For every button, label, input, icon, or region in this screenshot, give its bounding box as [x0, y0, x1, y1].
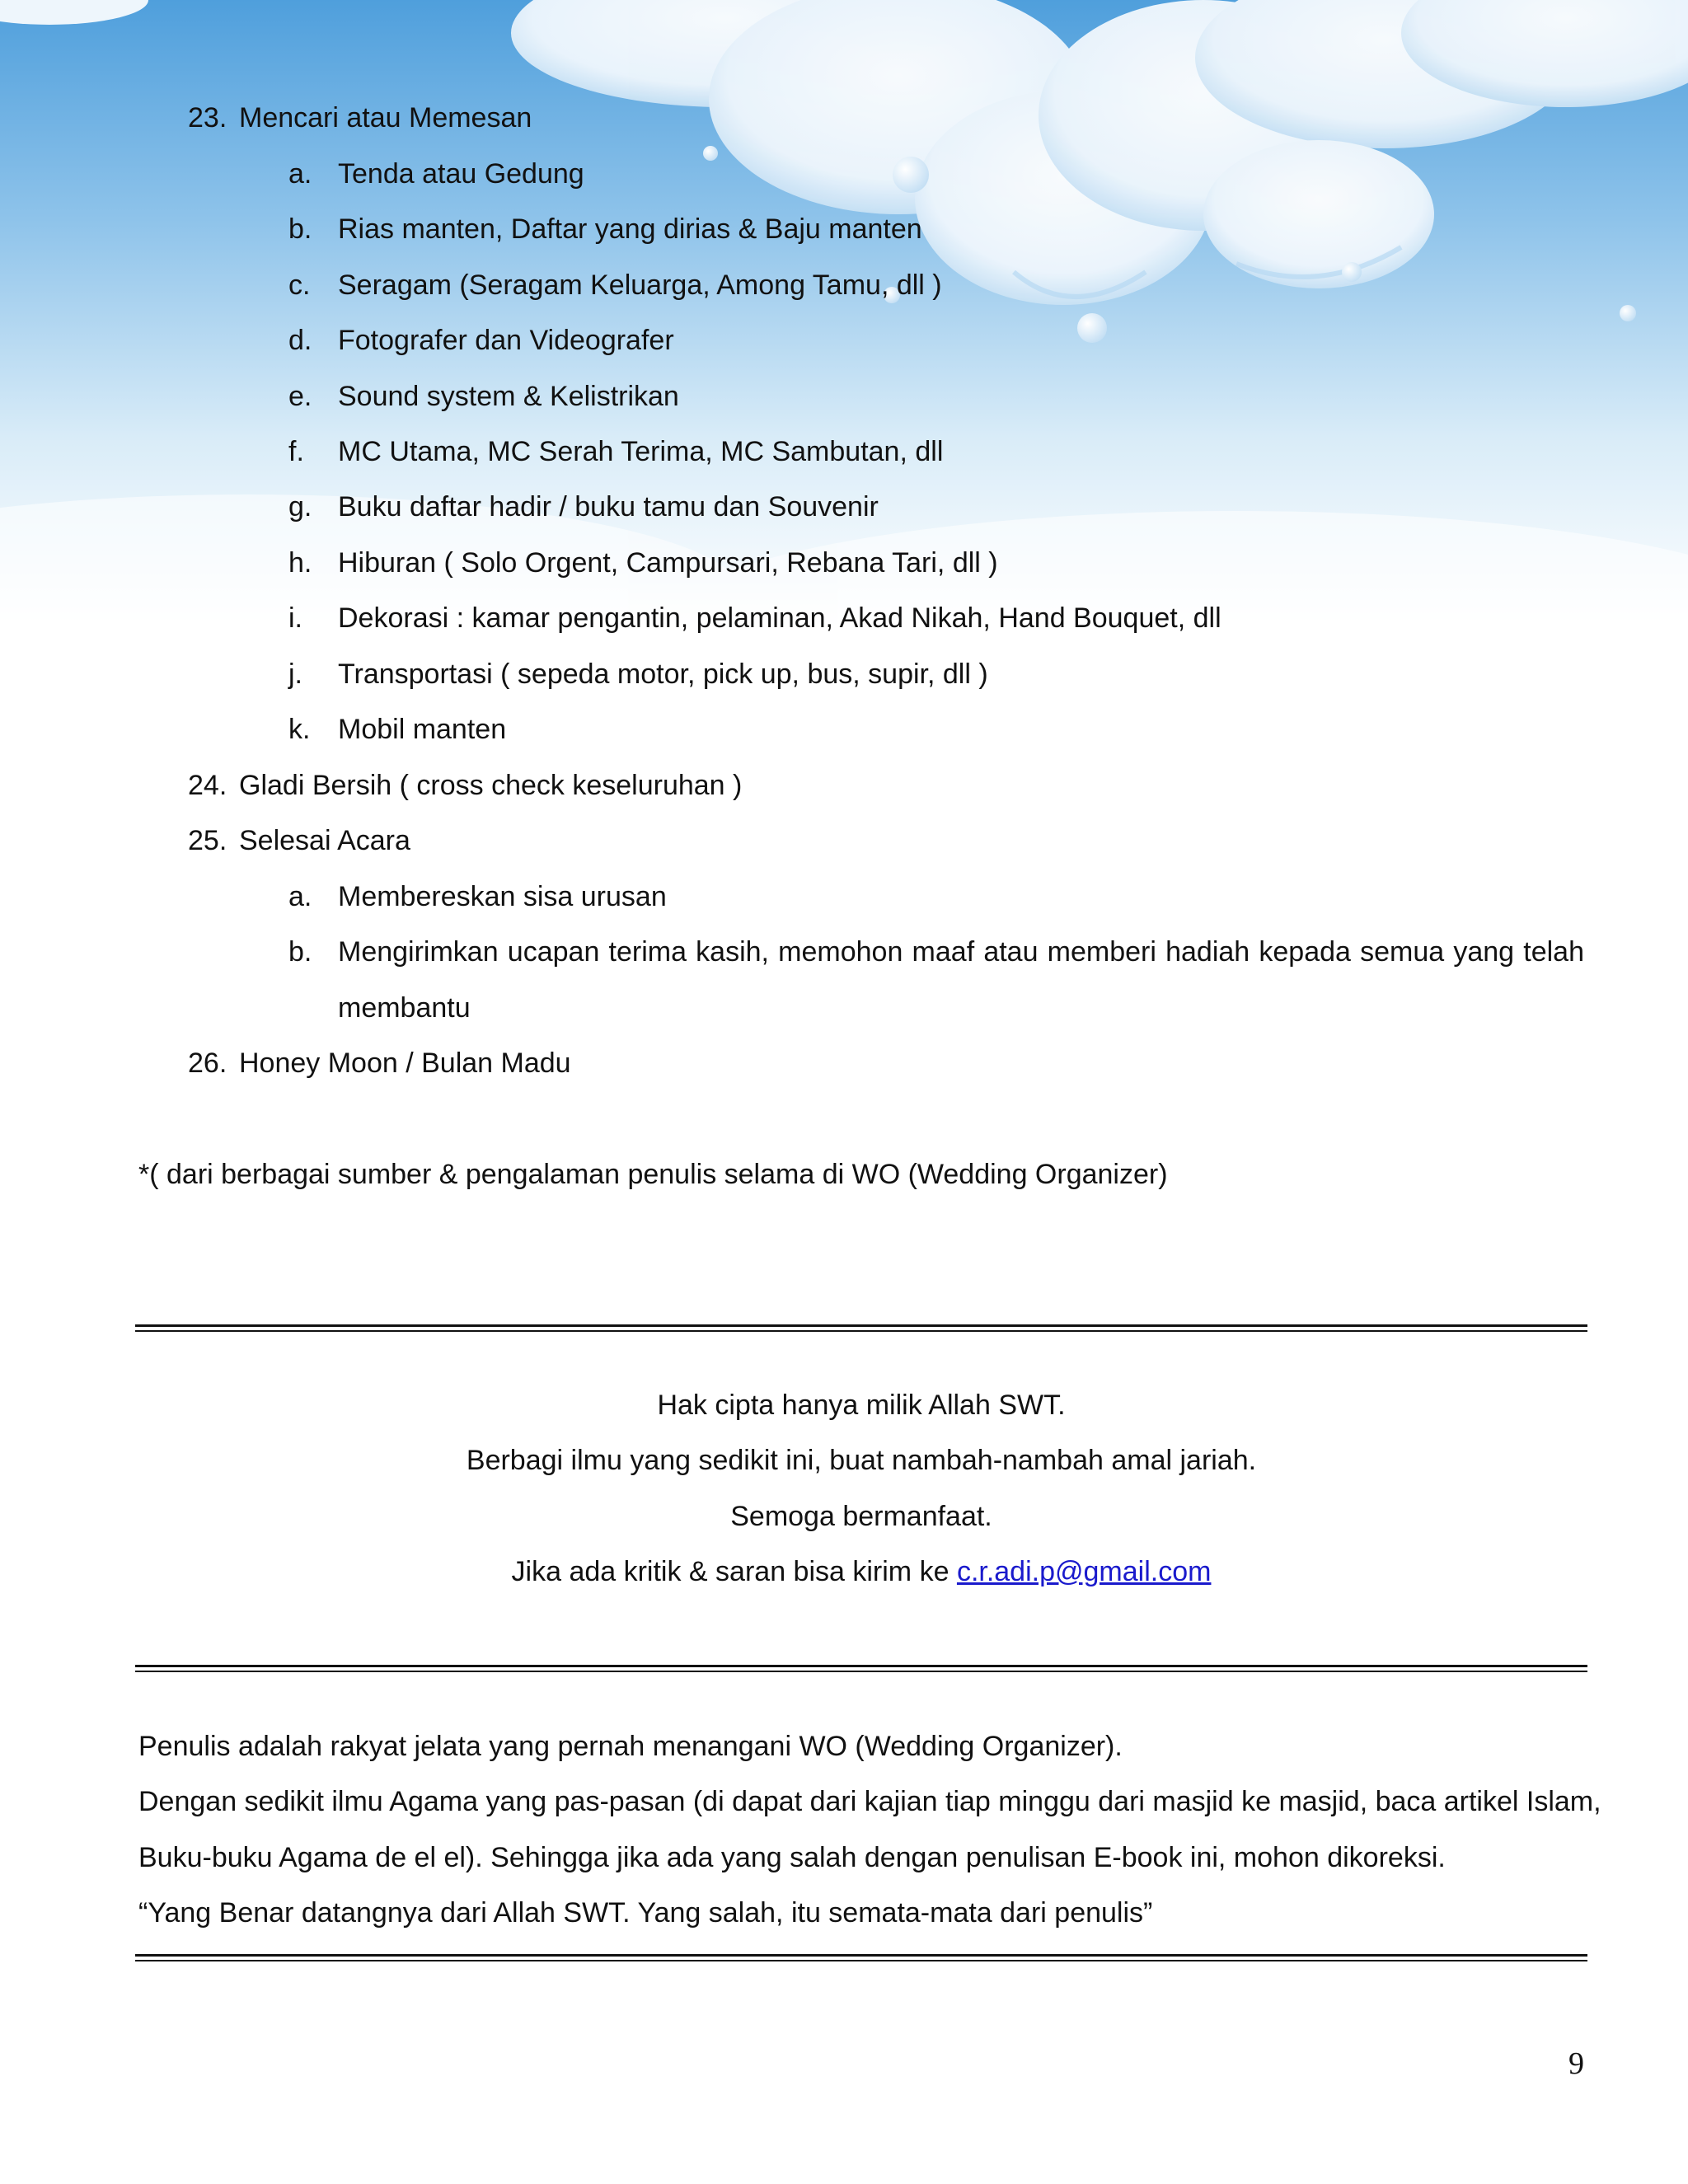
sub-item-marker: i.: [288, 602, 302, 634]
list-number: 24.: [188, 770, 227, 801]
sub-item-text: Buku daftar hadir / buku tamu dan Souvenir: [338, 491, 879, 523]
copyright-line: Hak cipta hanya milik Allah SWT.: [657, 1390, 1066, 1421]
list-item-text: Gladi Bersih ( cross check keseluruhan ): [239, 770, 743, 801]
sub-item-text: Tenda atau Gedung: [338, 158, 584, 190]
list-item-text: Mencari atau Memesan: [239, 102, 532, 134]
email-link[interactable]: c.r.adi.p@gmail.com: [956, 1556, 1212, 1587]
author-line: Buku-buku Agama de el el). Sehingga jika ada yang salah dengan penulisan E-book ini, mohon dikoreksi.: [138, 1842, 1446, 1873]
sub-item-text: Mobil manten: [338, 714, 507, 745]
sub-item-text-continued: membantu: [338, 992, 471, 1024]
sub-item-marker: a.: [288, 881, 312, 912]
sub-item-text: Hiburan ( Solo Orgent, Campursari, Rebana Tari, dll ): [338, 547, 998, 579]
sub-item-marker: d.: [288, 325, 312, 356]
sub-item-text-justified: Mengirimkan ucapan terima kasih, memohon maaf atau memberi hadiah kepada semua yang telah: [338, 936, 1584, 968]
sub-item-text: Membereskan sisa urusan: [338, 881, 667, 912]
double-rule-divider: [135, 1665, 1587, 1672]
page-number: 9: [1568, 2046, 1584, 2081]
list-number: 23.: [188, 102, 227, 134]
sub-item-text: Sound system & Kelistrikan: [338, 381, 679, 412]
sub-item-marker: g.: [288, 491, 312, 523]
sub-item-marker: a.: [288, 158, 312, 190]
sub-item-text: MC Utama, MC Serah Terima, MC Sambutan, dll: [338, 436, 944, 467]
author-quote: “Yang Benar datangnya dari Allah SWT. Yang salah, itu semata-mata dari penulis”: [138, 1897, 1153, 1929]
sub-item-text: Seragam (Seragam Keluarga, Among Tamu, dll ): [338, 269, 942, 301]
sub-item-marker: b.: [288, 936, 312, 968]
sub-item-marker: j.: [288, 658, 302, 690]
sub-item-marker: c.: [288, 269, 311, 301]
source-note: *( dari berbagai sumber & pengalaman penulis selama di WO (Wedding Organizer): [138, 1159, 1168, 1190]
sub-item-marker: e.: [288, 381, 312, 412]
list-number: 26.: [188, 1047, 227, 1079]
contact-prefix: Jika ada kritik & saran bisa kirim ke: [511, 1556, 957, 1587]
sub-item-marker: k.: [288, 714, 311, 745]
contact-line: [135, 1554, 1587, 1590]
copyright-line: Semoga bermanfaat.: [730, 1501, 992, 1532]
sub-item-text: Transportasi ( sepeda motor, pick up, bus, supir, dll ): [338, 658, 988, 690]
sub-item-text: Dekorasi : kamar pengantin, pelaminan, Akad Nikah, Hand Bouquet, dll: [338, 602, 1221, 634]
sub-item-marker: f.: [288, 436, 304, 467]
list-item-text: Selesai Acara: [239, 825, 410, 856]
list-item-text: Honey Moon / Bulan Madu: [239, 1047, 571, 1079]
double-rule-divider: [135, 1324, 1587, 1332]
sub-item-text: Rias manten, Daftar yang dirias & Baju manten: [338, 213, 922, 245]
sub-item-text: Fotografer dan Videografer: [338, 325, 674, 356]
list-number: 25.: [188, 825, 227, 856]
sub-item-marker: h.: [288, 547, 312, 579]
author-line: Penulis adalah rakyat jelata yang pernah menangani WO (Wedding Organizer).: [138, 1731, 1123, 1762]
author-line: Dengan sedikit ilmu Agama yang pas-pasan (di dapat dari kajian tiap minggu dari masjid ke masjid, baca artikel Islam,: [138, 1786, 1601, 1817]
double-rule-divider: [135, 1954, 1587, 1961]
copyright-line: Berbagi ilmu yang sedikit ini, buat nambah-nambah amal jariah.: [466, 1445, 1257, 1476]
sub-item-marker: b.: [288, 213, 312, 245]
